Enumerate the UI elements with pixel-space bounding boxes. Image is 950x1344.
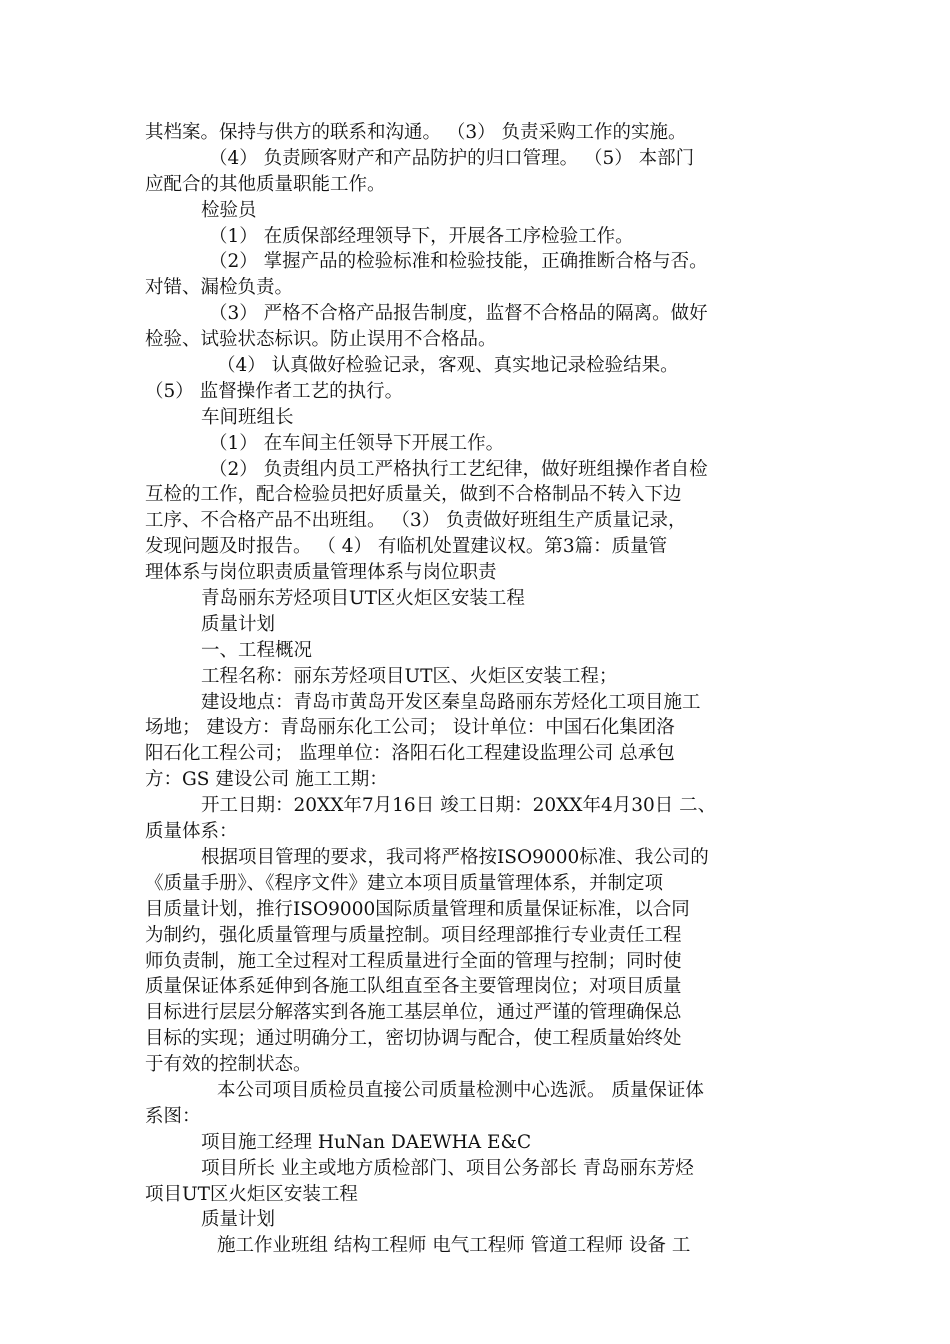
- text-line: 系图：: [145, 1105, 201, 1127]
- text-line: （5） 监督操作者工艺的执行。: [145, 380, 404, 402]
- text-line: 《质量手册》、《程序文件》建立本项目质量管理体系，并制定项: [145, 872, 664, 894]
- text-line: 师负责制，施工全过程对工程质量进行全面的管理与控制；同时使: [145, 950, 682, 972]
- text-line: 质量体系：: [145, 821, 238, 843]
- text-line: （4） 负责顾客财产和产品防护的归口管理。 （5） 本部门: [209, 147, 695, 169]
- text-line: 施工作业班组 结构工程师 电气工程师 管道工程师 设备 工: [217, 1235, 691, 1257]
- text-line: （3） 严格不合格产品报告制度，监督不合格品的隔离。做好: [209, 303, 708, 325]
- text-line: 理体系与岗位职责质量管理体系与岗位职责: [145, 562, 497, 584]
- text-line: 一、工程概况: [201, 639, 313, 661]
- text-line: 检验员: [201, 199, 257, 221]
- text-line: 阳石化工程公司； 监理单位：洛阳石化工程建设监理公司 总承包: [145, 743, 675, 765]
- text-line: （1） 在车间主任领导下开展工作。: [209, 432, 505, 454]
- document-body: [145, 120, 815, 1259]
- text-line: 目标的实现；通过明确分工，密切协调与配合，使工程质量始终处: [145, 1028, 682, 1050]
- text-line: 质量计划: [201, 1209, 276, 1231]
- text-line: 根据项目管理的要求，我司将严格按ISO9000标准、我公司的: [201, 846, 709, 868]
- text-line: 应配合的其他质量职能工作。: [145, 173, 386, 195]
- text-line: （2） 负责组内员工严格执行工艺纪律，做好班组操作者自检: [209, 458, 708, 480]
- text-line: 对错、漏检负责。: [145, 277, 294, 299]
- text-line: 场地； 建设方：青岛丽东化工公司； 设计单位：中国石化集团洛: [145, 717, 675, 739]
- text-line: 目质量计划，推行ISO9000国际质量管理和质量保证标准，以合同: [145, 898, 690, 920]
- text-line: 工序、不合格产品不出班组。 （3） 负责做好班组生产质量记录，: [145, 510, 687, 532]
- text-line: 质量计划: [201, 613, 276, 635]
- text-line: 互检的工作，配合检验员把好质量关，做到不合格制品不转入下边: [145, 484, 682, 506]
- text-line: （2） 掌握产品的检验标准和检验技能，正确推断合格与否。: [209, 251, 708, 273]
- text-line: 车间班组长: [201, 406, 294, 428]
- text-line: 质量保证体系延伸到各施工队组直至各主要管理岗位；对项目质量: [145, 976, 682, 998]
- text-line: 项目UT区火炬区安装工程: [145, 1183, 358, 1205]
- text-line: （4） 认真做好检验记录，客观、真实地记录检验结果。: [217, 355, 679, 377]
- text-line: 建设地点：青岛市黄岛开发区秦皇岛路丽东芳烃化工项目施工: [201, 691, 701, 713]
- text-line: 发现问题及时报告。 （ 4） 有临机处置建议权。第3篇：质量管: [145, 536, 668, 558]
- text-line: 目标进行层层分解落实到各施工基层单位，通过严谨的管理确保总: [145, 1002, 682, 1024]
- text-line: 青岛丽东芳烃项目UT区火炬区安装工程: [201, 588, 525, 610]
- text-line: 项目施工经理 HuNan DAEWHA E&C: [201, 1131, 532, 1153]
- text-line: 方：GS 建设公司 施工工期：: [145, 769, 388, 791]
- text-line: （1） 在质保部经理领导下，开展各工序检验工作。: [209, 225, 634, 247]
- text-line: 检验、试验状态标识。防止误用不合格品。: [145, 329, 497, 351]
- text-line: 于有效的控制状态。: [145, 1054, 312, 1076]
- text-line: 本公司项目质检员直接公司质量检测中心选派。 质量保证体: [217, 1079, 704, 1101]
- text-line: 为制约，强化质量管理与质量控制。项目经理部推行专业责任工程: [145, 924, 682, 946]
- text-line: 工程名称：丽东芳烃项目UT区、火炬区安装工程；: [201, 665, 618, 687]
- text-line: 开工日期：20XX年7月16日 竣工日期：20XX年4月30日 二、: [201, 795, 717, 817]
- text-line: 项目所长 业主或地方质检部门、项目公务部长 青岛丽东芳烃: [201, 1157, 694, 1179]
- text-line: 其档案。保持与供方的联系和沟通。 （3） 负责采购工作的实施。: [145, 122, 687, 143]
